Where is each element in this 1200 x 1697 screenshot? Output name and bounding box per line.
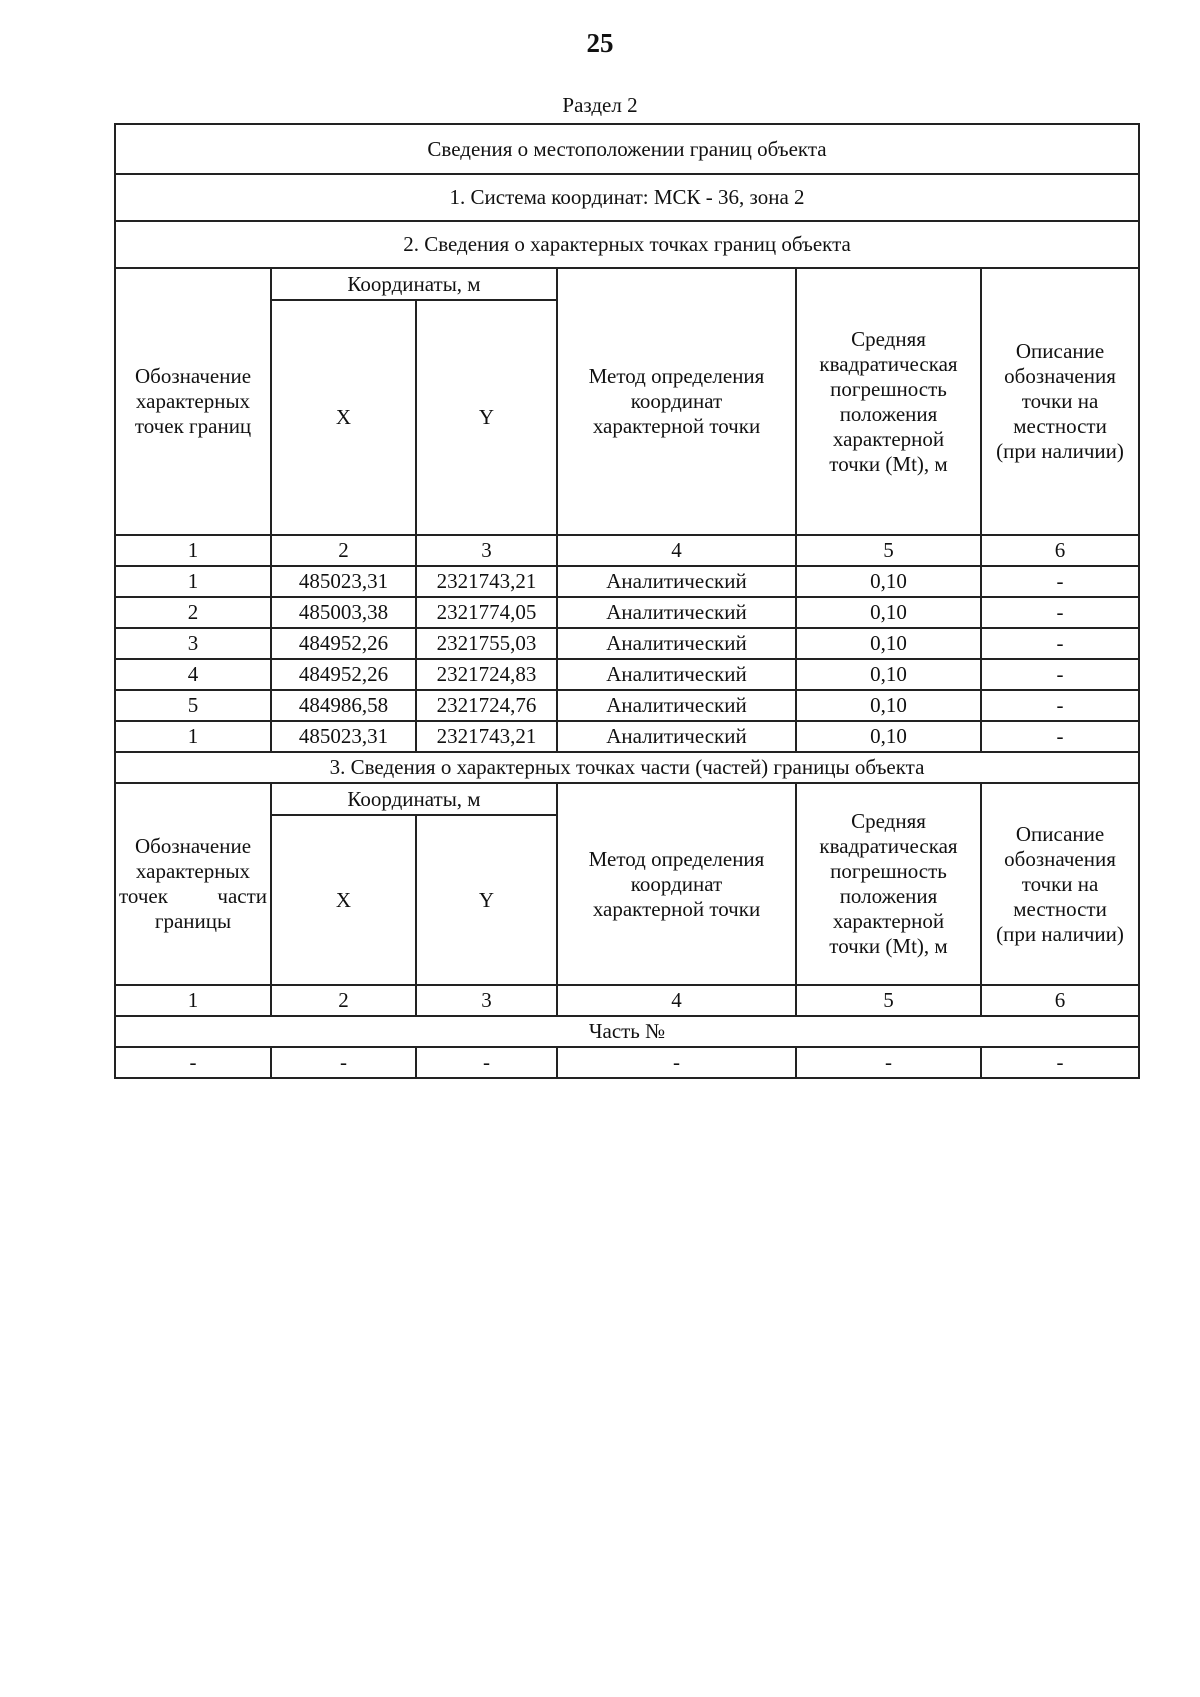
header-x: X xyxy=(271,300,416,535)
section3-title: 3. Сведения о характерных точках части (частей) границы объекта xyxy=(115,752,1139,783)
cell: Аналитический xyxy=(557,628,796,659)
boundary-table xyxy=(114,123,1140,1079)
cell: - xyxy=(981,628,1139,659)
cell: - xyxy=(271,1047,416,1078)
header-error: Средняя квадратическая погрешность положения характерной точки (Mt), м xyxy=(796,268,981,535)
coord-system: 1. Система координат: МСК - 36, зона 2 xyxy=(115,174,1139,221)
cell: 2321724,83 xyxy=(416,659,557,690)
col-num: 2 xyxy=(271,985,416,1016)
column-numbers-row-part xyxy=(115,985,1139,1016)
col-num: 2 xyxy=(271,535,416,566)
cell: - xyxy=(981,597,1139,628)
part-label: Часть № xyxy=(115,1016,1139,1047)
cell: 2321724,76 xyxy=(416,690,557,721)
section-label: Раздел 2 xyxy=(562,93,638,117)
cell: 0,10 xyxy=(796,721,981,752)
cell: 2321774,05 xyxy=(416,597,557,628)
cell: 1 xyxy=(115,566,271,597)
cell: 0,10 xyxy=(796,659,981,690)
cell: 2321755,03 xyxy=(416,628,557,659)
cell: - xyxy=(557,1047,796,1078)
cell: Аналитический xyxy=(557,721,796,752)
cell: 0,10 xyxy=(796,566,981,597)
table-row xyxy=(115,597,1139,628)
col-num: 6 xyxy=(981,985,1139,1016)
table-row xyxy=(115,659,1139,690)
cell: - xyxy=(115,1047,271,1078)
col-num: 5 xyxy=(796,535,981,566)
cell: 0,10 xyxy=(796,690,981,721)
column-numbers-row xyxy=(115,535,1139,566)
cell: - xyxy=(981,721,1139,752)
cell: - xyxy=(981,1047,1139,1078)
header-y-part: Y xyxy=(416,815,557,985)
cell: 2 xyxy=(115,597,271,628)
table-row xyxy=(115,721,1139,752)
header-coordinates-part: Координаты, м xyxy=(271,783,557,815)
col-num: 4 xyxy=(557,535,796,566)
cell: 5 xyxy=(115,690,271,721)
cell: 0,10 xyxy=(796,597,981,628)
table-row xyxy=(115,690,1139,721)
col-num: 3 xyxy=(416,535,557,566)
header-point-part: Обозначение характерных точек части границы xyxy=(115,783,271,985)
cell: Аналитический xyxy=(557,659,796,690)
col-num: 4 xyxy=(557,985,796,1016)
cell: - xyxy=(981,566,1139,597)
cell: 1 xyxy=(115,721,271,752)
col-num: 6 xyxy=(981,535,1139,566)
header-coordinates: Координаты, м xyxy=(271,268,557,300)
header-method: Метод определения координат характерной точки xyxy=(557,268,796,535)
page-number: 25 xyxy=(586,28,614,58)
cell: - xyxy=(981,690,1139,721)
header-x-part: X xyxy=(271,815,416,985)
cell: 484952,26 xyxy=(271,628,416,659)
cell: 484952,26 xyxy=(271,659,416,690)
table-row xyxy=(115,628,1139,659)
cell: 485023,31 xyxy=(271,566,416,597)
col-num: 1 xyxy=(115,535,271,566)
cell: - xyxy=(796,1047,981,1078)
table-row xyxy=(115,1047,1139,1078)
cell: 3 xyxy=(115,628,271,659)
header-method-part: Метод определения координат характерной точки xyxy=(557,783,796,985)
section2-title: 2. Сведения о характерных точках границ объекта xyxy=(115,221,1139,268)
cell: 2321743,21 xyxy=(416,566,557,597)
header-y: Y xyxy=(416,300,557,535)
cell: 0,10 xyxy=(796,628,981,659)
header-description: Описание обозначения точки на местности (при наличии) xyxy=(981,268,1139,535)
col-num: 5 xyxy=(796,985,981,1016)
col-num: 1 xyxy=(115,985,271,1016)
cell: - xyxy=(416,1047,557,1078)
cell: 4 xyxy=(115,659,271,690)
header-description-part: Описание обозначения точки на местности (при наличии) xyxy=(981,783,1139,985)
cell: 485023,31 xyxy=(271,721,416,752)
cell: - xyxy=(981,659,1139,690)
col-num: 3 xyxy=(416,985,557,1016)
cell: Аналитический xyxy=(557,690,796,721)
header-point: Обозначение характерных точек границ xyxy=(115,268,271,535)
cell: 485003,38 xyxy=(271,597,416,628)
cell: Аналитический xyxy=(557,566,796,597)
table-row xyxy=(115,566,1139,597)
header-error-part: Средняя квадратическая погрешность положения характерной точки (Mt), м xyxy=(796,783,981,985)
cell: Аналитический xyxy=(557,597,796,628)
cell: 2321743,21 xyxy=(416,721,557,752)
table-title: Сведения о местоположении границ объекта xyxy=(115,124,1139,174)
cell: 484986,58 xyxy=(271,690,416,721)
